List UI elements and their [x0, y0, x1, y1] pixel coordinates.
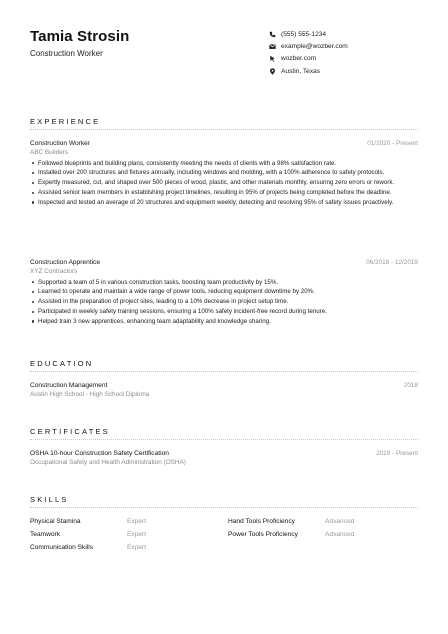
candidate-name: Tamia Strosin [30, 28, 130, 45]
certificate-entry [30, 450, 418, 466]
certificate-issuer: Occupational Safety and Health Administration (OSHA) [30, 458, 186, 466]
skill-level: Advanced [325, 518, 355, 525]
skill-name: Hand Tools Proficiency [228, 518, 295, 525]
skill-name: Communication Skills [30, 544, 94, 551]
list-item: Followed blueprints and building plans, consistently meeting the needs of clients with a 98% satisfaction rate. [30, 159, 418, 169]
phone-text: (555) 555-1234 [281, 30, 327, 38]
job-dates: 01/2020 - Present [367, 140, 418, 147]
job-bullets [30, 278, 418, 327]
list-item: Inspected and tested an average of 20 structures and equipment weekly, detecting and resolving 95% of safety issues proactively. [30, 198, 418, 208]
website-text[interactable]: wozber.com [281, 55, 317, 63]
contact-list [268, 28, 348, 77]
contact-website [268, 53, 348, 65]
experience-divider [30, 129, 418, 130]
phone-icon [268, 30, 276, 38]
list-item: Participated in weekly safety training sessions, ensuring a 100% safety incident-free record during tenure. [30, 307, 418, 317]
job-title: Construction Apprentice [30, 259, 101, 266]
skill-name: Physical Stamina [30, 518, 81, 525]
skill-name: Teamwork [30, 531, 61, 538]
link-icon [268, 55, 276, 63]
skill-level: Expert [127, 518, 147, 525]
skills-divider [30, 507, 418, 508]
skill-name: Power Tools Proficiency [228, 531, 298, 538]
skill-level: Advanced [325, 531, 355, 538]
list-item: Supported a team of 5 in various construction tasks, boosting team productivity by 15%. [30, 278, 418, 288]
education-divider [30, 371, 418, 372]
skills-heading: SKILLS [30, 495, 69, 504]
list-item: Assisted senior team members in establishing project timelines, resulting in 95% of projects being completed before the deadline. [30, 188, 418, 198]
contact-phone [268, 28, 348, 40]
education-title: Construction Management [30, 382, 108, 389]
experience-entry-1 [30, 140, 418, 207]
email-text[interactable]: example@wozber.com [281, 42, 348, 50]
certificate-dates: 2019 - Present [376, 450, 418, 457]
skill-level: Expert [127, 531, 147, 538]
experience-entry-2 [30, 259, 418, 326]
certificates-heading: CERTIFICATES [30, 427, 110, 436]
list-item: Installed over 200 structures and fixtures annually, including windows and molding, with a 100% adherence to safety protocols. [30, 168, 418, 178]
skill-level: Expert [127, 544, 147, 551]
education-entry [30, 382, 418, 398]
job-title: Construction Worker [30, 140, 90, 147]
location-pin-icon [268, 67, 276, 75]
list-item: Helped train 3 new apprentices, enhancing team adaptability and knowledge sharing. [30, 317, 418, 327]
job-company: ABC Builders [30, 148, 69, 156]
experience-heading: EXPERIENCE [30, 117, 101, 126]
list-item: Learned to operate and maintain a wide range of power tools, reducing equipment downtime by 20%. [30, 287, 418, 297]
education-school: Austin High School - High School Diploma [30, 390, 150, 398]
education-heading: EDUCATION [30, 359, 94, 368]
job-bullets [30, 159, 418, 208]
list-item: Assisted in the preparation of project sites, leading to a 10% decrease in project setup time. [30, 297, 418, 307]
certificate-title: OSHA 10-hour Construction Safety Certification [30, 450, 169, 457]
envelope-icon [268, 42, 276, 50]
education-dates: 2018 [403, 382, 418, 389]
job-company: XYZ Contractors [30, 267, 78, 275]
list-item: Expertly measured, cut, and shaped over 500 pieces of wood, plastic, and other materials monthly, ensuring zero errors or rework. [30, 178, 418, 188]
job-dates: 06/2018 - 12/2019 [366, 259, 418, 266]
contact-email [268, 40, 348, 52]
candidate-title: Construction Worker [30, 49, 103, 58]
contact-location [268, 65, 348, 77]
certificates-divider [30, 439, 418, 440]
location-text: Austin, Texas [281, 67, 321, 75]
